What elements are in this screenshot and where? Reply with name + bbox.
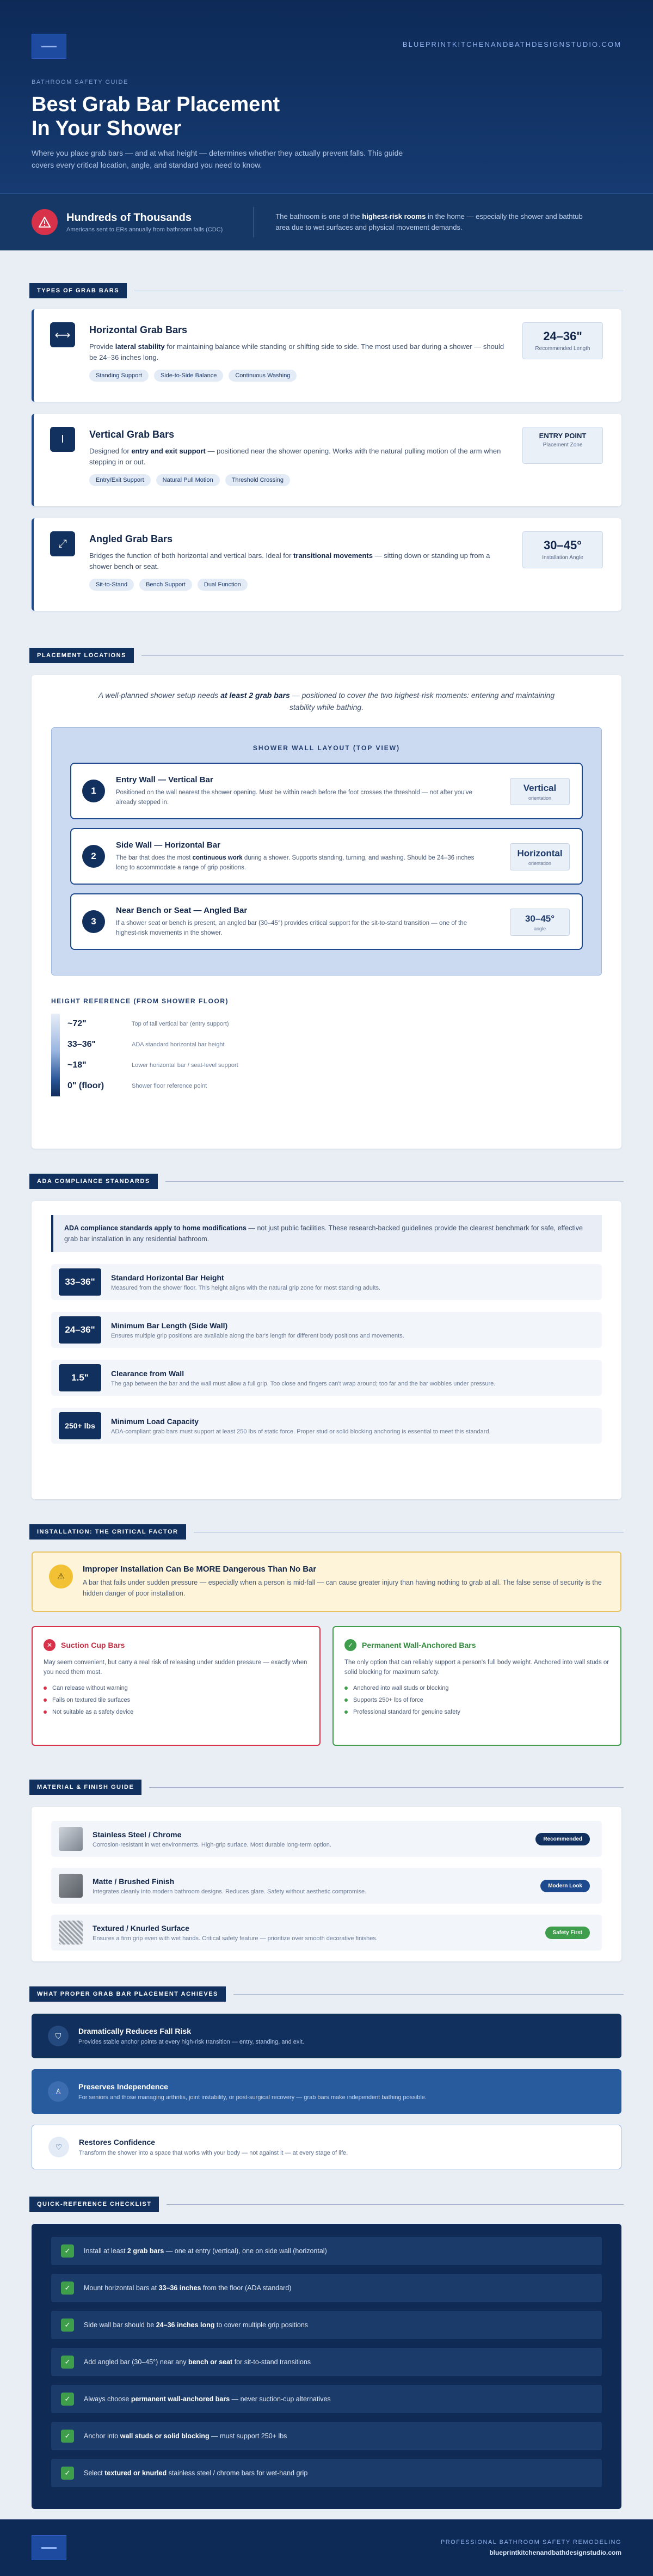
- check-text-emphasis: bench or seat: [188, 2358, 233, 2366]
- logo[interactable]: [32, 34, 66, 59]
- desc-emphasis: entry and exit support: [131, 447, 206, 455]
- hero: [0, 0, 653, 193]
- location-number: 2: [82, 845, 105, 868]
- check-text-part: Add angled bar (30–45°) near any: [84, 2358, 188, 2366]
- checklist-item[interactable]: [51, 2385, 602, 2413]
- location-title: Entry Wall — Vertical Bar: [116, 775, 213, 784]
- metric-label: Placement Zone: [543, 442, 583, 448]
- desc-text: — positioned near the shower opening. Works with the natural pulling motion of the arm when stepping in or out.: [89, 447, 501, 466]
- feature-chip: Sit-to-Stand: [89, 579, 134, 591]
- shield-icon: ⛉: [48, 2026, 69, 2046]
- grab-bar-type-card: [32, 518, 621, 611]
- desc-text: — sitting down or standing up from a shower bench or seat.: [89, 551, 490, 571]
- placement-card: [32, 675, 621, 1149]
- material-description: Corrosion-resistant in wet environments. High-grip surface. Most durable long-term option.: [93, 1841, 331, 1848]
- check-text-part: to cover multiple grip positions: [214, 2321, 309, 2329]
- ada-description: Ensures multiple grip positions are available along the bar's length for different body positions and movements.: [111, 1332, 404, 1339]
- feature-chip: Standing Support: [89, 370, 149, 382]
- height-label: Top of tall vertical bar (entry support): [132, 1021, 229, 1027]
- height-row: [67, 1076, 238, 1096]
- comparison-text: Anchored into wall studs or blocking: [353, 1685, 449, 1691]
- ada-body: [111, 1273, 380, 1291]
- checklist-item[interactable]: [51, 2274, 602, 2302]
- ada-value: 33–36": [59, 1268, 101, 1296]
- metric-box: [522, 531, 603, 568]
- desc-emphasis: lateral stability: [115, 342, 165, 351]
- comparison-item: [344, 1697, 609, 1703]
- orientation-badge: [510, 843, 570, 870]
- check-text-part: — one at entry (vertical), one on side wall (horizontal): [164, 2247, 327, 2255]
- comparison-text: Supports 250+ lbs of force: [353, 1697, 423, 1703]
- bullet-icon: [44, 1686, 47, 1690]
- check-text-emphasis: 33–36 inches: [158, 2284, 201, 2292]
- bad-title: Suction Cup Bars: [61, 1641, 125, 1649]
- height-row: [67, 1014, 238, 1034]
- ada-standard-row: [51, 1312, 602, 1348]
- checklist-box: [32, 2224, 621, 2509]
- ada-value: 24–36": [59, 1316, 101, 1344]
- desc-emphasis: transitional movements: [293, 551, 373, 560]
- benefit-body: [78, 2027, 304, 2045]
- ada-value: 250+ lbs: [59, 1412, 101, 1439]
- material-description: Ensures a firm grip even with wet hands. Critical safety feature — prioritize over smooth decorative finishes.: [93, 1935, 378, 1942]
- check-text-emphasis: permanent wall-anchored bars: [131, 2395, 230, 2403]
- benefit-card: [32, 2125, 621, 2169]
- checklist-item[interactable]: [51, 2422, 602, 2450]
- check-text-part: — never suction-cup alternatives: [230, 2395, 331, 2403]
- checkmark-icon[interactable]: ✓: [61, 2393, 74, 2406]
- check-text-emphasis: 2 grab bars: [127, 2247, 164, 2255]
- comparison-item: [44, 1685, 309, 1691]
- stat-band: [0, 193, 653, 250]
- type-description: [89, 550, 513, 572]
- material-title: Stainless Steel / Chrome: [93, 1830, 182, 1839]
- height-row: [67, 1055, 238, 1076]
- badge-label: orientation: [528, 795, 552, 801]
- location-title: Near Bench or Seat — Angled Bar: [116, 905, 248, 915]
- comparison-item: [344, 1709, 609, 1715]
- footer-url-link[interactable]: blueprintkitchenandbathdesignstudio.com: [489, 2549, 621, 2556]
- feature-chip: Natural Pull Motion: [156, 474, 220, 486]
- metric-box: [522, 427, 603, 464]
- height-label: ADA standard horizontal bar height: [132, 1041, 225, 1048]
- location-body: [116, 906, 571, 938]
- ada-callout: ADA compliance standards apply to home modifications — not just public facilities. These research-backed guidelines provide the clearest benchmark for safe, effective grab bar installation in any residential bathroom.: [51, 1215, 602, 1252]
- location-title: Side Wall — Horizontal Bar: [116, 840, 220, 850]
- checklist-item[interactable]: [51, 2459, 602, 2487]
- heart-icon: ♡: [48, 2137, 69, 2157]
- feature-chip: Side-to-Side Balance: [154, 370, 223, 382]
- comparison-text: Not suitable as a safety device: [52, 1709, 134, 1715]
- material-description: Integrates cleanly into modern bathroom designs. Reduces glare. Safety without aesthetic compromise.: [93, 1888, 367, 1895]
- height-value: ~18": [67, 1060, 87, 1070]
- check-text-part: Select: [84, 2469, 105, 2477]
- anchored-card: [332, 1626, 621, 1746]
- benefit-card: [32, 2069, 621, 2114]
- comparison-item: [44, 1709, 309, 1715]
- checkmark-icon[interactable]: ✓: [61, 2319, 74, 2332]
- benefit-body: [79, 2138, 348, 2156]
- angled-bar-icon: ⤢: [50, 531, 75, 556]
- placement-intro: A well-planned shower setup needs at least 2 grab bars — positioned to cover the two highest-risk moments: entering and maintaining stability while bathing.: [98, 691, 555, 712]
- check-text-part: Mount horizontal bars at: [84, 2284, 159, 2292]
- stat-subtitle: Americans sent to ERs annually from bathroom falls (CDC): [66, 226, 223, 233]
- metric-value: ENTRY POINT: [539, 432, 587, 440]
- height-gradient-bar: [51, 1014, 60, 1096]
- material-swatch: [59, 1921, 83, 1945]
- stat-description: The bathroom is one of the highest-risk rooms in the home — especially the shower and bathtub area due to wet surfaces and physical movement demands.: [275, 212, 583, 231]
- checklist-item[interactable]: [51, 2348, 602, 2376]
- benefit-title: Preserves Independence: [78, 2082, 168, 2091]
- comparison-text: Can release without warning: [52, 1685, 128, 1691]
- comparison: [32, 1626, 621, 1746]
- footer-tagline: PROFESSIONAL BATHROOM SAFETY REMODELING: [440, 2539, 621, 2546]
- check-text-part: Always choose: [84, 2395, 131, 2403]
- material-badge: Safety First: [545, 1927, 590, 1939]
- checkmark-icon[interactable]: ✓: [61, 2356, 74, 2369]
- lede: Where you place grab bars — and at what height — determines whether they actually prevent falls. This guide covers every critical location, angle, and standard you need to know.: [32, 149, 403, 169]
- comparison-text: Professional standard for genuine safety: [353, 1709, 460, 1715]
- eyebrow: BATHROOM SAFETY GUIDE: [32, 79, 128, 85]
- placement-location-card: [70, 828, 583, 885]
- checklist-text: [84, 2469, 307, 2477]
- location-description: [116, 788, 484, 807]
- desc-text: Bridges the function of both horizontal and vertical bars. Ideal for: [89, 551, 294, 560]
- section-header-placement: PLACEMENT LOCATIONS: [0, 648, 653, 663]
- location-description: [116, 918, 484, 938]
- ada-title: Standard Horizontal Bar Height: [111, 1273, 224, 1282]
- good-description: The only option that can reliably support a person's full body weight. Anchored into wall studs or solid blocking for maximum safety.: [344, 1659, 609, 1676]
- height-value: 0" (floor): [67, 1081, 104, 1090]
- material-row: [51, 1821, 602, 1857]
- comparison-item: [344, 1685, 609, 1691]
- vertical-bar-icon: I: [50, 427, 75, 452]
- ada-value: 1.5": [59, 1364, 101, 1391]
- ada-body: [111, 1369, 495, 1387]
- good-title: Permanent Wall-Anchored Bars: [362, 1641, 476, 1649]
- metric-label: Installation Angle: [542, 555, 583, 561]
- footer: [0, 2519, 653, 2576]
- checkmark-icon[interactable]: ✓: [61, 2281, 74, 2295]
- section-header-achieves: WHAT PROPER GRAB BAR PLACEMENT ACHIEVES: [0, 1986, 653, 2002]
- material-body: [93, 1877, 366, 1895]
- divider: [253, 207, 254, 237]
- layout-title: SHOWER WALL LAYOUT (TOP VIEW): [252, 744, 401, 752]
- footer-logo[interactable]: [32, 2535, 66, 2560]
- checklist-text: [84, 2247, 327, 2255]
- check-text-part: Side wall bar should be: [84, 2321, 156, 2329]
- checkmark-icon[interactable]: ✓: [61, 2430, 74, 2443]
- placement-location-card: [70, 763, 583, 819]
- desc-text: Provide: [89, 342, 115, 351]
- placement-location-card: [70, 893, 583, 950]
- ada-card: [32, 1201, 621, 1499]
- checklist-text: [84, 2432, 287, 2440]
- benefit-title: Restores Confidence: [79, 2138, 156, 2146]
- benefit-card: [32, 2014, 621, 2058]
- bullet-icon: [344, 1710, 348, 1714]
- feature-chip: Continuous Washing: [229, 370, 297, 382]
- material-body: [93, 1830, 331, 1848]
- shower-layout-box: [51, 727, 602, 976]
- desc-emphasis: continuous work: [192, 854, 243, 861]
- ada-standard-row: [51, 1264, 602, 1300]
- warning-title: Improper Installation Can Be MORE Dangerous Than No Bar: [83, 1565, 317, 1574]
- orientation-badge: [510, 778, 570, 805]
- type-title: Angled Grab Bars: [89, 533, 173, 544]
- warning-box: [32, 1551, 621, 1612]
- ada-title: Clearance from Wall: [111, 1369, 184, 1378]
- checklist-item[interactable]: [51, 2311, 602, 2339]
- checklist-item[interactable]: [51, 2237, 602, 2265]
- feature-chip: Dual Function: [198, 579, 248, 591]
- height-value: ~72": [67, 1019, 87, 1028]
- person-icon: ♙: [48, 2081, 69, 2102]
- benefit-description: Provides stable anchor points at every high-risk transition — entry, standing, and exit.: [78, 2039, 304, 2045]
- bullet-icon: [344, 1698, 348, 1702]
- height-label: Shower floor reference point: [132, 1083, 207, 1089]
- metric-value: 30–45°: [544, 538, 582, 552]
- feature-chip: Threshold Crossing: [225, 474, 290, 486]
- badge-value: Vertical: [523, 783, 557, 793]
- desc-text: Designed for: [89, 447, 132, 455]
- location-description: [116, 853, 484, 873]
- ada-description: Measured from the shower floor. This height aligns with the natural grip zone for most standing adults.: [111, 1284, 381, 1291]
- material-row: [51, 1868, 602, 1904]
- checkmark-icon[interactable]: ✓: [61, 2467, 74, 2480]
- material-swatch: [59, 1827, 83, 1851]
- metric-box: [522, 322, 603, 359]
- ada-standard-row: [51, 1408, 602, 1444]
- grab-bar-type-card: [32, 309, 621, 402]
- check-icon: ✓: [344, 1639, 356, 1651]
- orientation-badge: [510, 909, 570, 936]
- height-reference: [51, 1014, 602, 1096]
- bullet-icon: [44, 1698, 47, 1702]
- section-header-installation: INSTALLATION: THE CRITICAL FACTOR: [0, 1524, 653, 1540]
- chip-list: [89, 579, 513, 591]
- ada-title: Minimum Load Capacity: [111, 1416, 199, 1426]
- warning-icon: [32, 209, 58, 235]
- checkmark-icon[interactable]: ✓: [61, 2244, 74, 2258]
- comparison-item: [44, 1697, 309, 1703]
- badge-label: angle: [533, 926, 546, 931]
- desc-text: Positioned on the wall nearest the shower opening. Must be within reach before the foot crosses the threshold — not after you've already stepped in.: [116, 789, 472, 806]
- height-row: [67, 1034, 238, 1055]
- section-header-materials: MATERIAL & FINISH GUIDE: [0, 1780, 653, 1795]
- suction-cup-card: [32, 1626, 321, 1746]
- ada-body: [111, 1417, 491, 1435]
- checklist-text: [84, 2395, 331, 2403]
- type-description: [89, 446, 513, 468]
- grab-bar-type-card: [32, 414, 621, 506]
- badge-value: 30–45°: [525, 913, 555, 924]
- location-number: 3: [82, 910, 105, 933]
- material-title: Matte / Brushed Finish: [93, 1876, 175, 1886]
- comparison-text: Fails on textured tile surfaces: [52, 1697, 131, 1703]
- ada-standard-row: [51, 1360, 602, 1396]
- type-title: Vertical Grab Bars: [89, 429, 175, 440]
- location-body: [116, 775, 571, 807]
- check-text-part: stainless steel / chrome bars for wet-hand grip: [167, 2469, 308, 2477]
- checklist-text: [84, 2321, 308, 2329]
- checklist-text: [84, 2358, 311, 2366]
- benefit-body: [78, 2082, 427, 2101]
- material-badge: Modern Look: [540, 1880, 590, 1892]
- materials-card: [32, 1807, 621, 1961]
- bullet-icon: [44, 1710, 47, 1714]
- ada-description: ADA-compliant grab bars must support at least 250 lbs of static force. Proper stud or solid blocking anchoring is essential to meet this standard.: [111, 1428, 491, 1435]
- check-text-emphasis: textured or knurled: [104, 2469, 167, 2477]
- x-icon: ✕: [44, 1639, 56, 1651]
- horizontal-bar-icon: ⟷: [50, 322, 75, 347]
- bullet-icon: [344, 1686, 348, 1690]
- material-badge: Recommended: [535, 1833, 590, 1845]
- section-header-ada: ADA COMPLIANCE STANDARDS: [0, 1174, 653, 1189]
- type-description: [89, 341, 513, 363]
- material-title: Textured / Knurled Surface: [93, 1923, 189, 1933]
- material-swatch: [59, 1874, 83, 1898]
- type-title: Horizontal Grab Bars: [89, 324, 188, 335]
- checklist-text: [84, 2284, 291, 2292]
- height-value: 33–36": [67, 1040, 96, 1049]
- chip-list: [89, 474, 513, 486]
- badge-label: orientation: [528, 861, 552, 866]
- benefit-title: Dramatically Reduces Fall Risk: [78, 2027, 191, 2035]
- site-url-link[interactable]: BLUEPRINTKITCHENANDBATHDESIGNSTUDIO.COM: [402, 40, 621, 48]
- material-body: [93, 1924, 378, 1942]
- page-title: Best Grab Bar Placement In Your Shower: [32, 93, 280, 140]
- check-text-emphasis: wall studs or solid blocking: [120, 2432, 210, 2440]
- check-text-part: from the floor (ADA standard): [201, 2284, 292, 2292]
- ada-title: Minimum Bar Length (Side Wall): [111, 1321, 228, 1330]
- section-header-checklist: QUICK-REFERENCE CHECKLIST: [0, 2197, 653, 2212]
- desc-text: for maintaining balance while standing or shifting side to side. The most used bar during a shower — should be 24–36 inches long.: [89, 342, 504, 361]
- desc-text: during a shower. Supports standing, turning, and washing. Should be 24–36 inches long to accommodate a range of grip positions.: [116, 854, 475, 871]
- desc-text: If a shower seat or bench is present, an angled bar (30–45°) provides critical support for the sit-to-stand transition — one of the highest-risk movements in the shower.: [116, 919, 467, 936]
- check-text-part: for sit-to-stand transitions: [232, 2358, 311, 2366]
- ada-description: The gap between the bar and the wall must allow a full grip. Too close and fingers can't wrap around; too far and the bar wobbles under pressure.: [111, 1380, 496, 1387]
- badge-value: Horizontal: [517, 848, 563, 858]
- feature-chip: Entry/Exit Support: [89, 474, 151, 486]
- check-text-part: Anchor into: [84, 2432, 120, 2440]
- section-header-types: TYPES OF GRAB BARS: [0, 283, 653, 298]
- caution-icon: ⚠: [49, 1565, 73, 1588]
- location-body: [116, 841, 571, 873]
- metric-label: Recommended Length: [535, 346, 590, 352]
- material-row: [51, 1915, 602, 1951]
- benefit-description: Transform the shower into a space that works with your body — not against it — at every stage of life.: [79, 2150, 348, 2156]
- ada-body: [111, 1321, 404, 1339]
- benefit-description: For seniors and those managing arthritis, joint instability, or post-surgical recovery — grab bars make independent bathing possible.: [78, 2094, 427, 2101]
- check-text-part: — must support 250+ lbs: [209, 2432, 287, 2440]
- height-label: Lower horizontal bar / seat-level support: [132, 1062, 238, 1069]
- bad-description: May seem convenient, but carry a real risk of releasing under sudden pressure — exactly when you need them most.: [44, 1659, 307, 1676]
- location-number: 1: [82, 780, 105, 802]
- check-text-part: Install at least: [84, 2247, 127, 2255]
- check-text-emphasis: 24–36 inches long: [156, 2321, 215, 2329]
- stat-title: Hundreds of Thousands: [66, 211, 192, 224]
- chip-list: [89, 370, 513, 382]
- warning-description: A bar that fails under sudden pressure — especially when a person is mid-fall — can cause greater injury than having nothing to grab at all. The false sense of security is the hidden danger of poor installation.: [83, 1579, 602, 1597]
- feature-chip: Bench Support: [139, 579, 192, 591]
- metric-value: 24–36": [543, 329, 582, 343]
- height-reference-title: HEIGHT REFERENCE (FROM SHOWER FLOOR): [51, 997, 229, 1005]
- desc-text: The bar that does the most: [116, 854, 193, 861]
